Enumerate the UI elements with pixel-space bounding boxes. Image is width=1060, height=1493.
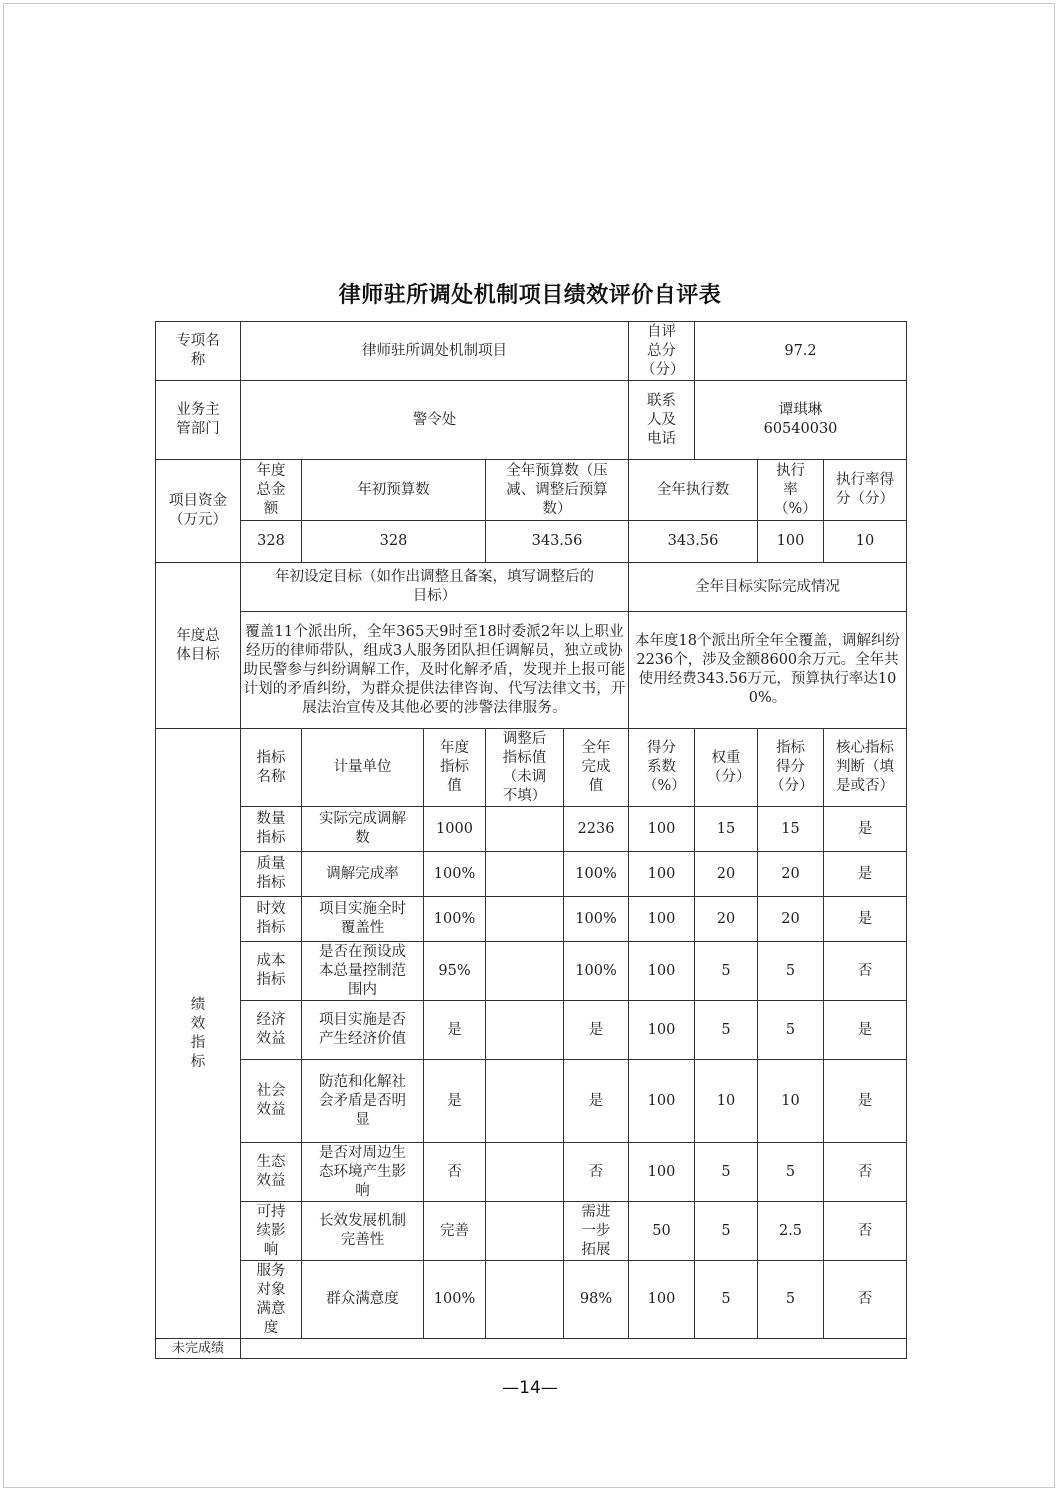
ind-weight: 5 (695, 1143, 758, 1202)
planned-goal-header: 年初设定目标（如作出调整且备案，填写调整后的目标） (241, 563, 629, 612)
ind-adjusted (486, 897, 564, 942)
ind-header-weight: 权重（分） (695, 729, 758, 807)
ind-coef: 100 (629, 1001, 695, 1060)
ind-adjusted (486, 942, 564, 1001)
funds-rate-score: 10 (824, 521, 907, 563)
ind-actual: 需进一步拓展 (564, 1202, 629, 1261)
ind-unit: 实际完成调解数 (302, 807, 424, 852)
ind-coef: 100 (629, 942, 695, 1001)
funds-label: 项目资金（万元） (156, 460, 241, 563)
funds-header-adjusted: 全年预算数（压减、调整后预算数） (486, 460, 629, 521)
table-row (156, 852, 907, 897)
ind-adjusted (486, 852, 564, 897)
ind-target: 100% (424, 852, 486, 897)
project-name-value: 律师驻所调处机制项目 (241, 322, 629, 381)
ind-weight: 5 (695, 942, 758, 1001)
ind-core: 是 (824, 1060, 907, 1143)
ind-name: 服务对象满意度 (241, 1261, 302, 1339)
indicators-label: 绩效指标 (156, 729, 241, 1339)
ind-target: 否 (424, 1143, 486, 1202)
ind-coef: 100 (629, 807, 695, 852)
ind-score: 5 (758, 1261, 824, 1339)
funds-header-initial: 年初预算数 (302, 460, 486, 521)
ind-header-coef: 得分系数（%） (629, 729, 695, 807)
ind-header-score: 指标得分（分） (758, 729, 824, 807)
ind-weight: 5 (695, 1261, 758, 1339)
table-row (156, 1143, 907, 1202)
ind-score: 20 (758, 852, 824, 897)
ind-adjusted (486, 1060, 564, 1143)
ind-target: 100% (424, 1261, 486, 1339)
total-score-value: 97.2 (695, 322, 907, 381)
funds-header-rate: 执行率（%） (758, 460, 824, 521)
ind-header-actual: 全年完成值 (564, 729, 629, 807)
ind-target: 完善 (424, 1202, 486, 1261)
funds-rate: 100 (758, 521, 824, 563)
ind-core: 是 (824, 897, 907, 942)
contact-phone: 60540030 (763, 421, 838, 437)
ind-target: 是 (424, 1001, 486, 1060)
annual-goal-label: 年度总体目标 (156, 563, 241, 729)
ind-name: 成本指标 (241, 942, 302, 1001)
ind-core: 否 (824, 1261, 907, 1339)
ind-weight: 5 (695, 1001, 758, 1060)
contact-value (695, 381, 907, 460)
ind-score: 20 (758, 897, 824, 942)
table-row (156, 807, 907, 852)
funds-header-rate-score: 执行率得分（分） (824, 460, 907, 521)
ind-unit: 项目实施全时覆盖性 (302, 897, 424, 942)
ind-name: 质量指标 (241, 852, 302, 897)
ind-name: 时效指标 (241, 897, 302, 942)
funds-header-total: 年度总金额 (241, 460, 302, 521)
ind-actual: 98% (564, 1261, 629, 1339)
ind-weight: 5 (695, 1202, 758, 1261)
ind-coef: 100 (629, 1143, 695, 1202)
ind-score: 2.5 (758, 1202, 824, 1261)
incomplete-label: 未完成绩 (156, 1339, 241, 1359)
ind-target: 是 (424, 1060, 486, 1143)
ind-unit: 是否在预设成本总量控制范围内 (302, 942, 424, 1001)
department-label: 业务主管部门 (156, 381, 241, 460)
ind-name: 社会效益 (241, 1060, 302, 1143)
funds-executed: 343.56 (629, 521, 758, 563)
ind-adjusted (486, 807, 564, 852)
ind-adjusted (486, 1143, 564, 1202)
ind-core: 否 (824, 1143, 907, 1202)
ind-unit: 防范和化解社会矛盾是否明显 (302, 1060, 424, 1143)
ind-weight: 15 (695, 807, 758, 852)
ind-name: 可持续影响 (241, 1202, 302, 1261)
table-row (156, 1060, 907, 1143)
ind-name: 数量指标 (241, 807, 302, 852)
project-name-label: 专项名称 (156, 322, 241, 381)
ind-header-core: 核心指标判断（填是或否） (824, 729, 907, 807)
incomplete-value (241, 1339, 907, 1359)
ind-adjusted (486, 1001, 564, 1060)
ind-coef: 100 (629, 852, 695, 897)
ind-coef: 50 (629, 1202, 695, 1261)
ind-actual: 否 (564, 1143, 629, 1202)
funds-adjusted: 343.56 (486, 521, 629, 563)
ind-target: 95% (424, 942, 486, 1001)
actual-goal-text: 本年度18个派出所全年全覆盖，调解纠纷2236个，涉及金额8600余万元。全年共使用经费343.56万元，预算执行率达100%。 (629, 612, 907, 729)
ind-unit: 群众满意度 (302, 1261, 424, 1339)
table-row (156, 942, 907, 1001)
ind-score: 10 (758, 1060, 824, 1143)
table-row (156, 1001, 907, 1060)
contact-label: 联系人及电话 (629, 381, 695, 460)
ind-header-unit: 计量单位 (302, 729, 424, 807)
ind-core: 是 (824, 807, 907, 852)
ind-weight: 20 (695, 852, 758, 897)
ind-score: 15 (758, 807, 824, 852)
ind-actual: 2236 (564, 807, 629, 852)
ind-adjusted (486, 1261, 564, 1339)
ind-coef: 100 (629, 1060, 695, 1143)
planned-goal-text: 覆盖11个派出所，全年365天9时至18时委派2年以上职业经历的律师带队，组成3人服务团队担任调解员，独立或协助民警参与纠纷调解工作，及时化解矛盾，发现并上报可能计划的矛盾纠纷，为群众提供法律咨询、代写法律文书，开展法治宣传及其他必要的涉警法律服务。 (241, 612, 629, 729)
page-title: 律师驻所调处机制项目绩效评价自评表 (338, 283, 722, 308)
ind-header-adjusted: 调整后指标值（未调不填） (486, 729, 564, 807)
ind-score: 5 (758, 942, 824, 1001)
ind-unit: 长效发展机制完善性 (302, 1202, 424, 1261)
ind-unit: 项目实施是否产生经济价值 (302, 1001, 424, 1060)
evaluation-table (155, 321, 907, 1359)
actual-goal-header: 全年目标实际完成情况 (629, 563, 907, 612)
table-row (156, 1261, 907, 1339)
table-row (156, 897, 907, 942)
ind-score: 5 (758, 1143, 824, 1202)
funds-initial: 328 (302, 521, 486, 563)
contact-name: 谭琪琳 (778, 402, 823, 418)
ind-actual: 100% (564, 897, 629, 942)
ind-actual: 100% (564, 852, 629, 897)
ind-score: 5 (758, 1001, 824, 1060)
ind-adjusted (486, 1202, 564, 1261)
ind-core: 否 (824, 942, 907, 1001)
total-score-label: 自评总分（分） (629, 322, 695, 381)
ind-weight: 20 (695, 897, 758, 942)
ind-coef: 100 (629, 897, 695, 942)
ind-target: 1000 (424, 807, 486, 852)
ind-unit: 调解完成率 (302, 852, 424, 897)
ind-header-target: 年度指标值 (424, 729, 486, 807)
ind-core: 是 (824, 852, 907, 897)
ind-actual: 是 (564, 1060, 629, 1143)
funds-total: 328 (241, 521, 302, 563)
ind-core: 是 (824, 1001, 907, 1060)
ind-target: 100% (424, 897, 486, 942)
ind-core: 否 (824, 1202, 907, 1261)
ind-coef: 100 (629, 1261, 695, 1339)
department-value: 警令处 (241, 381, 629, 460)
ind-weight: 10 (695, 1060, 758, 1143)
ind-unit: 是否对周边生态环境产生影响 (302, 1143, 424, 1202)
funds-header-executed: 全年执行数 (629, 460, 758, 521)
page-number: —14— (502, 1378, 558, 1398)
ind-name: 经济效益 (241, 1001, 302, 1060)
ind-actual: 是 (564, 1001, 629, 1060)
ind-name: 生态效益 (241, 1143, 302, 1202)
ind-actual: 100% (564, 942, 629, 1001)
table-row (156, 1202, 907, 1261)
ind-header-name: 指标名称 (241, 729, 302, 807)
